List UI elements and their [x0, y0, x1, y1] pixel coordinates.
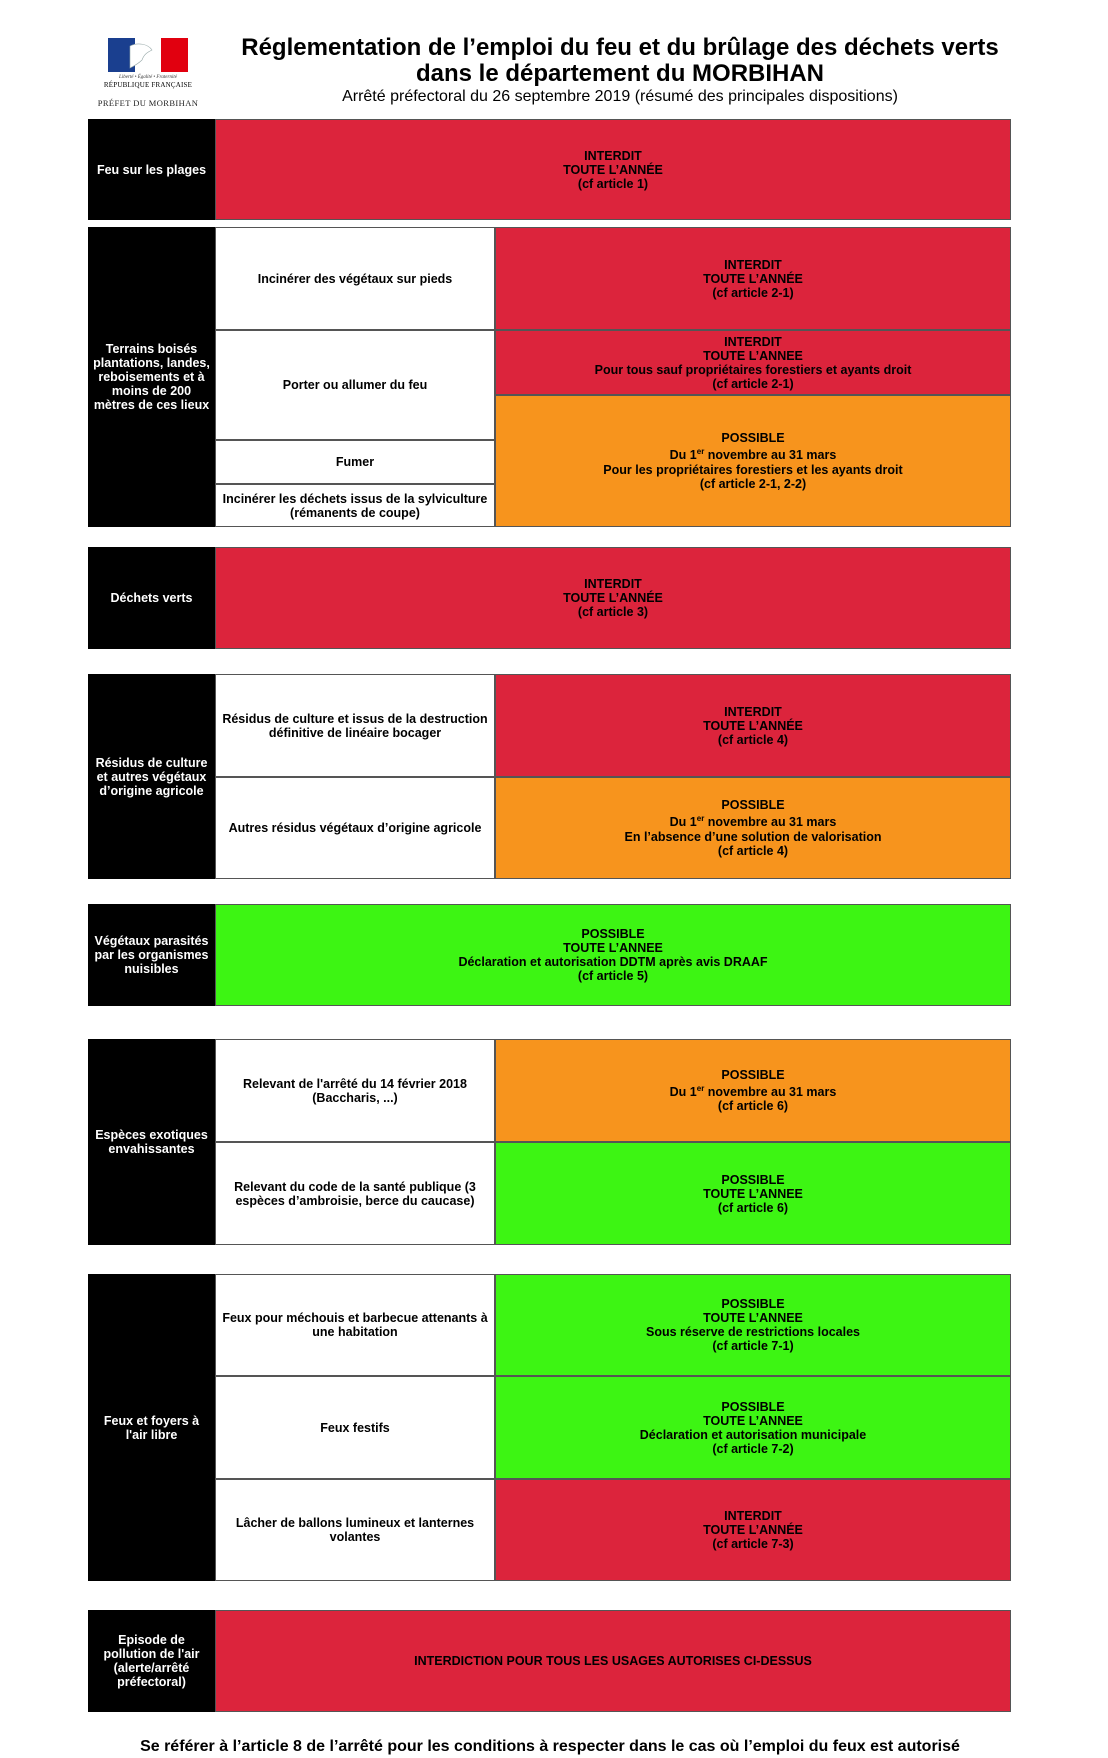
category-terrains-boises: Terrains boisés plantations, landes, reboisements et à moins de 200 mètres de ces lieux — [88, 227, 215, 527]
status-line: TOUTE L’ANNEE — [703, 1413, 803, 1428]
status-line: (cf article 6) — [717, 1200, 789, 1215]
status-line: POSSIBLE — [581, 927, 645, 941]
status-arrete-2018 — [495, 1039, 1011, 1142]
status-line: INTERDICTION POUR TOUS LES USAGES AUTORISES CI-DESSUS — [414, 1654, 812, 1668]
status-line: (cf article 7-3) — [712, 1537, 794, 1551]
status-mechouis — [495, 1274, 1011, 1376]
row-label-sylviculture: Incinérer les déchets issus de la sylviculture (rémanents de coupe) — [215, 484, 495, 527]
period-end: novembre au 31 mars — [704, 815, 837, 830]
status-line: (cf article 5) — [577, 969, 649, 983]
status-line: TOUTE L’ANNÉE — [563, 591, 663, 605]
category-residus-culture: Résidus de culture et autres végétaux d’origine agricole — [88, 674, 215, 879]
status-period — [670, 445, 837, 462]
period-sup: er — [696, 1083, 705, 1093]
page-title-line2: dans le département du MORBIHAN — [415, 60, 825, 87]
status-line: POSSIBLE — [721, 1399, 785, 1414]
status-line: Déclaration et autorisation municipale — [639, 1427, 867, 1442]
status-autres-residus — [495, 777, 1011, 879]
status-line: (cf article 7-1) — [712, 1339, 794, 1353]
status-line: (cf article 2-1) — [712, 376, 794, 391]
marianne-flag-icon — [108, 38, 188, 72]
period-start: Du 1 — [669, 815, 697, 830]
status-line: POSSIBLE — [721, 431, 785, 446]
status-line: (cf article 1) — [577, 176, 649, 191]
status-line: (cf article 2-1, 2-2) — [699, 476, 807, 491]
status-incinerer-vegetaux — [495, 227, 1011, 330]
row-label-sante-publique: Relevant du code de la santé publique (3 espèces d’ambroisie, berce du caucase) — [215, 1142, 495, 1245]
status-feux-festifs — [495, 1376, 1011, 1479]
category-pollution-air: Episode de pollution de l'air (alerte/arrêté préfectoral) — [88, 1610, 215, 1712]
status-line: TOUTE L’ANNÉE — [703, 271, 803, 286]
logo-motto: Liberté • Égalité • Fraternité — [119, 75, 177, 80]
status-line: TOUTE L’ANNÉE — [563, 162, 663, 177]
status-line: En l’absence d’une solution de valorisation — [624, 829, 882, 844]
status-line: (cf article 4) — [717, 843, 789, 858]
prefecture-logo — [90, 30, 206, 110]
status-line: INTERDIT — [584, 577, 642, 591]
row-label-mechouis: Feux pour méchouis et barbecue attenants à une habitation — [215, 1274, 495, 1376]
status-line: (cf article 3) — [577, 605, 649, 619]
row-label-fumer: Fumer — [215, 440, 495, 484]
logo-republique: RÉPUBLIQUE FRANÇAISE — [103, 81, 193, 89]
logo-prefet: PRÉFET DU MORBIHAN — [97, 98, 199, 108]
status-line: TOUTE L’ANNEE — [703, 1186, 803, 1201]
row-label-ballons-lanternes: Lâcher de ballons lumineux et lanternes volantes — [215, 1479, 495, 1581]
row-label-residus-bocager: Résidus de culture et issus de la destruction définitive de linéaire bocager — [215, 674, 495, 777]
row-label-arrete-2018: Relevant de l'arrêté du 14 février 2018 (Baccharis, ...) — [215, 1039, 495, 1142]
status-line: Pour tous sauf propriétaires forestiers et ayants droit — [594, 362, 912, 377]
status-line: TOUTE L’ANNÉE — [703, 1523, 803, 1537]
status-line: Déclaration et autorisation DDTM après avis DRAAF — [458, 955, 768, 969]
status-line: INTERDIT — [584, 148, 642, 163]
row-label-incinerer-vegetaux: Incinérer des végétaux sur pieds — [215, 227, 495, 330]
status-vegetaux-parasites — [215, 904, 1011, 1006]
status-dechets-verts — [215, 547, 1011, 649]
category-feux-foyers: Feux et foyers à l'air libre — [88, 1274, 215, 1581]
status-line: TOUTE L’ANNEE — [703, 1311, 803, 1325]
period-start: Du 1 — [669, 448, 697, 463]
status-line: (cf article 4) — [717, 732, 789, 747]
status-sante-publique — [495, 1142, 1011, 1245]
status-terrains-possible — [495, 395, 1011, 527]
period-end: novembre au 31 mars — [704, 1085, 837, 1100]
footer-note: Se référer à l’article 8 de l’arrêté pour les conditions à respecter dans le cas où l’emploi du feux est autorisé — [140, 1738, 960, 1755]
status-residus-bocager — [495, 674, 1011, 777]
status-porter-feu — [495, 330, 1011, 395]
status-line: TOUTE L’ANNEE — [703, 348, 803, 363]
status-period — [670, 812, 837, 829]
row-label-porter-feu: Porter ou allumer du feu — [215, 330, 495, 440]
status-line: POSSIBLE — [721, 1297, 785, 1311]
row-label-autres-residus: Autres résidus végétaux d’origine agricole — [215, 777, 495, 879]
period-sup: er — [696, 447, 705, 457]
category-especes-exotiques: Espèces exotiques envahissantes — [88, 1039, 215, 1245]
status-line: INTERDIT — [724, 257, 782, 272]
category-vegetaux-parasites: Végétaux parasités par les organismes nuisibles — [88, 904, 215, 1006]
status-line: INTERDIT — [724, 704, 782, 719]
status-line: Sous réserve de restrictions locales — [646, 1325, 860, 1339]
status-line: (cf article 6) — [717, 1099, 789, 1114]
page-subtitle: Arrêté préfectoral du 26 septembre 2019 (résumé des principales dispositions) — [342, 88, 898, 105]
status-line: (cf article 2-1) — [712, 285, 794, 300]
status-line: POSSIBLE — [721, 1067, 785, 1082]
period-end: novembre au 31 mars — [704, 448, 837, 463]
status-line: TOUTE L’ANNEE — [563, 941, 663, 955]
row-label-feux-festifs: Feux festifs — [215, 1376, 495, 1479]
status-line: INTERDIT — [724, 1509, 782, 1523]
status-line: TOUTE L’ANNÉE — [703, 718, 803, 733]
status-pollution-air — [215, 1610, 1011, 1712]
category-plages: Feu sur les plages — [88, 119, 215, 220]
status-line: Pour les propriétaires forestiers et les ayants droit — [603, 462, 903, 477]
status-line: INTERDIT — [724, 334, 782, 349]
status-line: POSSIBLE — [721, 798, 785, 813]
status-line: POSSIBLE — [721, 1172, 785, 1187]
period-sup: er — [696, 814, 705, 824]
period-start: Du 1 — [669, 1085, 697, 1100]
category-dechets-verts: Déchets verts — [88, 547, 215, 649]
page-title-line1: Réglementation de l’emploi du feu et du brûlage des déchets verts — [241, 34, 999, 61]
status-line: (cf article 7-2) — [712, 1441, 794, 1456]
status-ballons-lanternes — [495, 1479, 1011, 1581]
status-period — [670, 1082, 837, 1099]
status-plages — [215, 119, 1011, 220]
